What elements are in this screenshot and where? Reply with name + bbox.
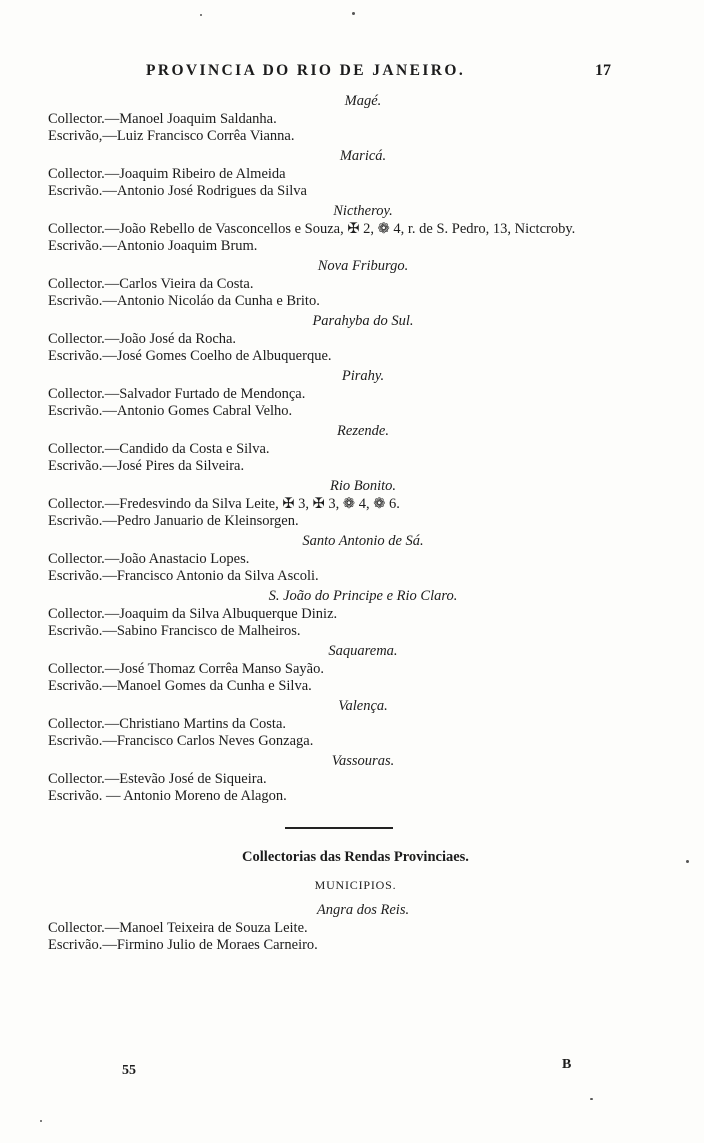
municipality-block bbox=[48, 312, 623, 365]
collector-row: Collector.—Manoel Joaquim Saldanha. bbox=[48, 111, 277, 127]
clerk-row: Escrivão.—Firmino Julio de Moraes Carneiro. bbox=[48, 937, 318, 953]
clerk-row: Escrivão.—José Gomes Coelho de Albuquerque. bbox=[48, 348, 332, 364]
place-heading: Parahyba do Sul. bbox=[312, 313, 414, 329]
municipality-block bbox=[48, 642, 623, 695]
signature-number: 55 bbox=[122, 1063, 136, 1078]
clerk-row: Escrivão.—Antonio Gomes Cabral Velho. bbox=[48, 403, 293, 419]
gathering-mark: B bbox=[562, 1057, 572, 1072]
running-title: PROVINCIA DO RIO DE JANEIRO. bbox=[146, 62, 466, 79]
place-heading: Magé. bbox=[344, 93, 382, 109]
clerk-row: Escrivão.—Francisco Carlos Neves Gonzaga. bbox=[48, 733, 314, 749]
page-footer bbox=[0, 1057, 704, 1093]
place-heading: Angra dos Reis. bbox=[316, 902, 410, 918]
place-heading: Nictheroy. bbox=[333, 203, 393, 219]
place-heading: Saquarema. bbox=[328, 643, 398, 659]
place-heading: Vassouras. bbox=[331, 753, 395, 769]
collector-row: Collector.—Estevão José de Siqueira. bbox=[48, 771, 267, 787]
clerk-row: Escrivão.—Antonio José Rodrigues da Silva bbox=[48, 183, 307, 199]
scan-speck bbox=[200, 14, 202, 16]
section-divider bbox=[285, 827, 393, 829]
clerk-row: Escrivão.—José Pires da Silveira. bbox=[48, 458, 245, 474]
place-heading: Maricá. bbox=[339, 148, 387, 164]
place-heading: Rio Bonito. bbox=[329, 478, 397, 494]
clerk-row: Escrivão.—Pedro Januario de Kleinsorgen. bbox=[48, 513, 299, 529]
scan-speck bbox=[590, 1098, 593, 1100]
clerk-row: Escrivão.—Manoel Gomes da Cunha e Silva. bbox=[48, 678, 312, 694]
collector-row: Collector.—Joaquim da Silva Albuquerque Diniz. bbox=[48, 606, 338, 622]
clerk-row: Escrivão.—Sabino Francisco de Malheiros. bbox=[48, 623, 301, 639]
municipality-block bbox=[48, 532, 623, 585]
collector-row: Collector.—Salvador Furtado de Mendonça. bbox=[48, 386, 306, 402]
scan-speck bbox=[686, 860, 689, 863]
collector-row: Collector.—José Thomaz Corrêa Manso Sayão. bbox=[48, 661, 324, 677]
municipality-block bbox=[48, 587, 623, 640]
place-heading: Santo Antonio de Sá. bbox=[302, 533, 424, 549]
collector-row: Collector.—Christiano Martins da Costa. bbox=[48, 716, 287, 732]
collector-row: Collector.—Manoel Teixeira de Souza Leite. bbox=[48, 920, 308, 936]
place-heading: Pirahy. bbox=[341, 368, 385, 384]
collector-sections bbox=[48, 92, 623, 805]
place-heading: Rezende. bbox=[337, 423, 389, 439]
place-heading: Nova Friburgo. bbox=[317, 258, 409, 274]
scan-speck bbox=[40, 1120, 42, 1122]
place-heading: S. João do Principe e Rio Claro. bbox=[268, 588, 458, 604]
place-heading: Valença. bbox=[338, 698, 388, 714]
scan-speck bbox=[352, 12, 355, 15]
provincial-block bbox=[48, 901, 623, 954]
municipality-block bbox=[48, 367, 623, 420]
clerk-row: Escrivão. — Antonio Moreno de Alagon. bbox=[48, 788, 287, 804]
clerk-row: Escrivão.—Francisco Antonio da Silva Ascoli. bbox=[48, 568, 319, 584]
provincial-section-title: Collectorias das Rendas Provinciaes. bbox=[242, 849, 469, 865]
municipality-block bbox=[48, 697, 623, 750]
collector-row: Collector.—Joaquim Ribeiro de Almeida bbox=[48, 166, 286, 182]
clerk-row: Escrivão.—Antonio Joaquim Brum. bbox=[48, 238, 258, 254]
clerk-row: Escrivão.—Antonio Nicoláo da Cunha e Brito. bbox=[48, 293, 320, 309]
collector-row: Collector.—Candido da Costa e Silva. bbox=[48, 441, 270, 457]
provincial-subsection: MUNICIPIOS. bbox=[314, 878, 397, 892]
collector-row: Collector.—João Rebello de Vasconcellos e Souza, ✠ 2, ❁ 4, r. de S. Pedro, 13, Nictcroby. bbox=[48, 221, 576, 237]
collector-row: Collector.—João Anastacio Lopes. bbox=[48, 551, 250, 567]
municipality-block bbox=[48, 752, 623, 805]
municipality-block bbox=[48, 202, 623, 255]
collector-row: Collector.—Fredesvindo da Silva Leite, ✠ 3, ✠ 3, ❁ 4, ❁ 6. bbox=[48, 496, 400, 512]
collector-row: Collector.—João José da Rocha. bbox=[48, 331, 237, 347]
municipality-block bbox=[48, 477, 623, 530]
collector-row: Collector.—Carlos Vieira da Costa. bbox=[48, 276, 254, 292]
municipality-block bbox=[48, 257, 623, 310]
content bbox=[48, 92, 623, 956]
clerk-row: Escrivão,—Luiz Francisco Corrêa Vianna. bbox=[48, 128, 295, 144]
municipality-block bbox=[48, 422, 623, 475]
municipality-block bbox=[48, 147, 623, 200]
municipality-block bbox=[48, 92, 623, 145]
page-number: 17 bbox=[595, 62, 611, 79]
running-head bbox=[0, 62, 704, 86]
